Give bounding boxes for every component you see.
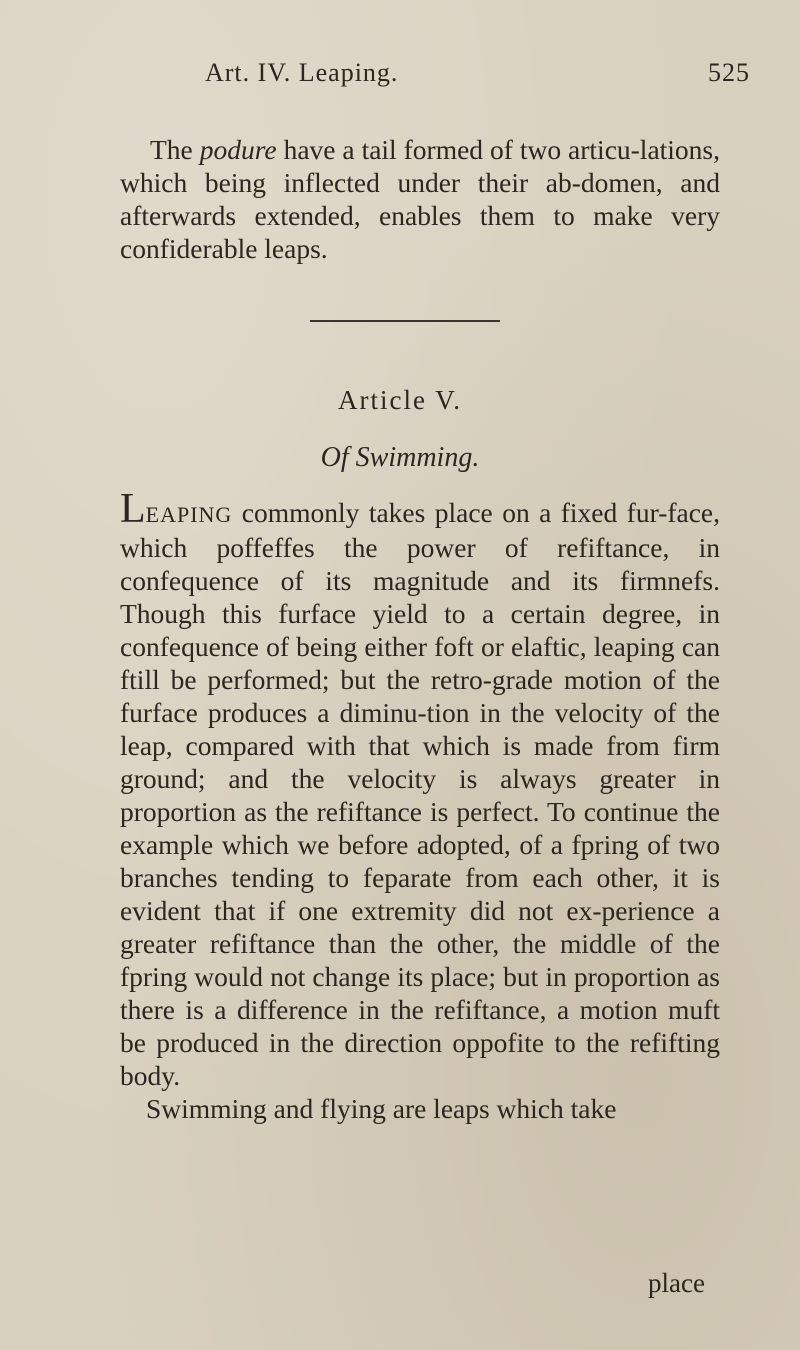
page-number: 525	[708, 58, 750, 87]
intro-lead: The	[150, 134, 193, 165]
article-title: Article V.	[338, 385, 462, 415]
section-heading: Art. IV. Leaping.	[205, 58, 399, 87]
drop-cap: L	[120, 486, 146, 532]
paragraph-2-text: Swimming and flying are leaps which take	[146, 1093, 617, 1124]
section-divider	[310, 320, 500, 322]
article-body	[120, 486, 721, 1125]
intro-italic-term: podure	[199, 134, 277, 165]
catchword: place	[648, 1268, 705, 1298]
body-paragraph-2	[120, 1092, 720, 1125]
article-subtitle: Of Swimming.	[320, 442, 480, 473]
paragraph-1-text: commonly takes place on a fixed fur-face, which poffeffes the power of refiftance, in confequence of its magnitude and its firmnefs. Though this furface yield to a certain degree, in confequence of being either foft or elaftic, leaping can ftill be performed; but the retro-grade motion of the furface produces a diminu-tion in the velocity of the leap, compared with that which is made from firm ground; and the velocity is always greater in proportion as the refiftance is perfect. To continue the example which we before adopted, of a fpring of two branches tending to feparate from each other, it is evident that if one extremity did not ex-perience a greater refiftance than the other, the middle of the fpring would not change its place; but in proportion as there is a difference in the refiftance, a motion muft be produced in the direction oppofite to the refifting body.	[120, 497, 721, 1091]
body-paragraph-1	[120, 486, 721, 1092]
running-header	[150, 58, 750, 98]
intro-rest: have a tail formed of two articu-lations, which being inflected under their ab-domen, and afterwards extended, enables them to make very confiderable leaps.	[120, 134, 721, 264]
intro-paragraph	[120, 133, 720, 265]
first-word-smallcaps: EAPING	[145, 502, 233, 527]
